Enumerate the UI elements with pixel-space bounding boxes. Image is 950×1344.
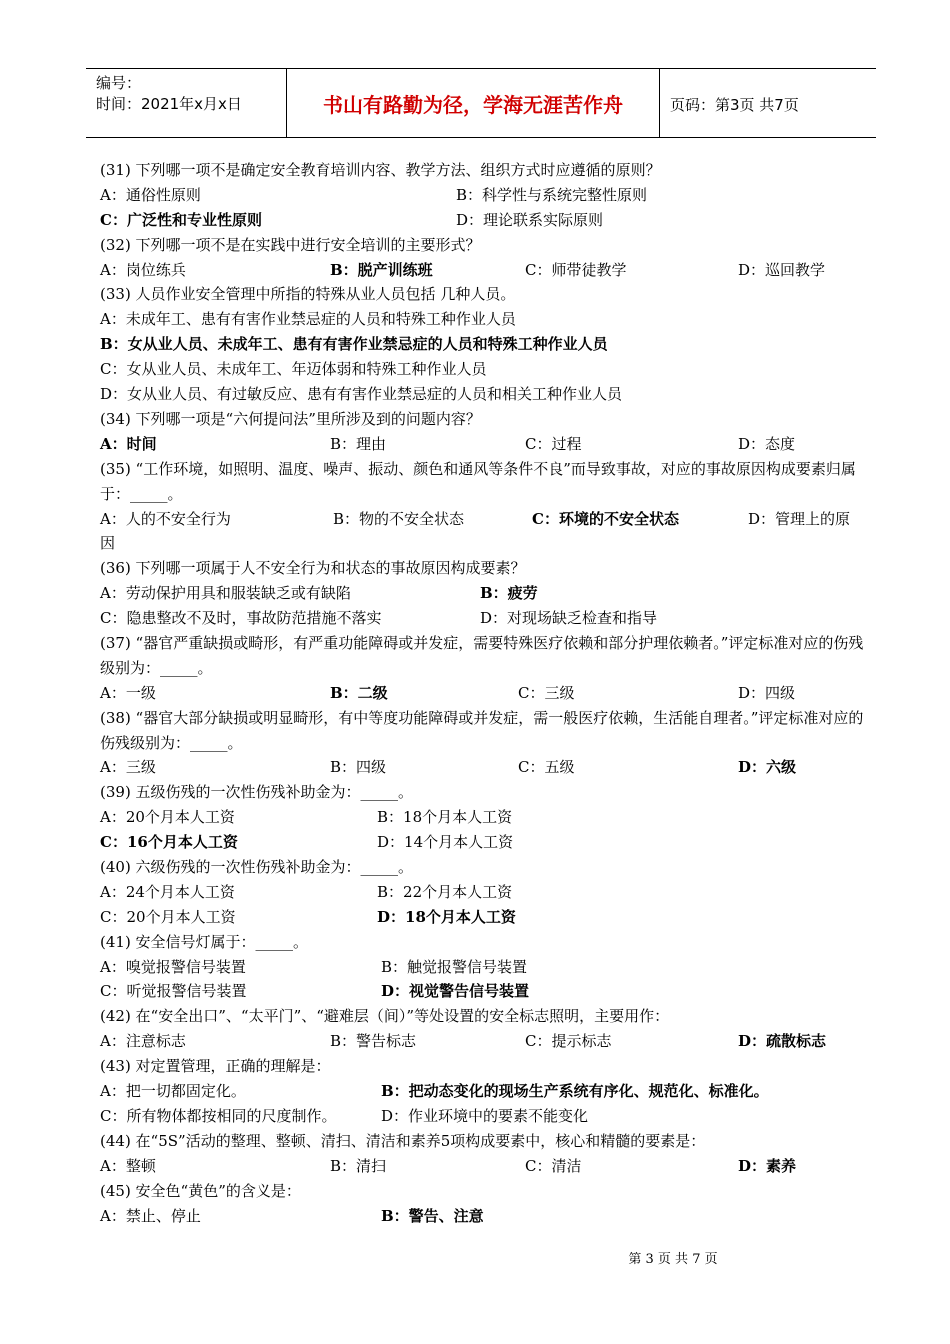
answer-option: A：整顿 (100, 1156, 156, 1175)
answer-option: D：作业环境中的要素不能变化 (381, 1106, 589, 1125)
answer-option-correct: B：女从业人员、未成年工、患有有害作业禁忌症的人员和特殊工种作业人员 (100, 335, 608, 354)
answer-option: C：清洁 (525, 1156, 582, 1175)
page-header (86, 68, 876, 138)
option-row (100, 681, 870, 706)
question-text: (34) 下列哪一项是“六何提问法”里所涉及到的问题内容？ (100, 409, 481, 428)
answer-option: C：女从业人员、未成年工、年迈体弱和特殊工种作业人员 (100, 360, 487, 379)
option-row (100, 955, 870, 980)
option-row (100, 755, 870, 780)
answer-option-correct: B：把动态变化的现场生产系统有序化、规范化、标准化。 (381, 1082, 769, 1101)
option-row (100, 1079, 870, 1104)
header-motto-cell (286, 69, 660, 137)
answer-option-correct: A：时间 (100, 434, 157, 453)
option-row (100, 507, 870, 532)
answer-option-correct: B：警告、注意 (381, 1206, 484, 1225)
motto-text: 书山有路勤为径，学海无涯苦作舟 (323, 93, 623, 117)
option-row (100, 805, 870, 830)
answer-option: 因 (100, 534, 116, 553)
answer-option: B：清扫 (330, 1156, 387, 1175)
answer-option: B：18个月本人工资 (377, 808, 513, 827)
answer-option: D：态度 (738, 434, 796, 453)
answer-option: C：20个月本人工资 (100, 907, 236, 926)
question-text: (42) 在“安全出口”、“太平门”、“避难层（间）”等处设置的安全标志照明，主要用作： (100, 1007, 670, 1026)
answer-option-correct: B：二级 (330, 683, 388, 702)
option-row (100, 581, 870, 606)
answer-option: B：触觉报警信号装置 (381, 957, 528, 976)
answer-option: A：注意标志 (100, 1032, 186, 1051)
question-text: (40) 六级伤残的一次性伤残补助金为：_____。 (100, 858, 414, 877)
question-text: (44) 在“5S”活动的整理、整顿、清扫、清洁和素养5项构成要素中，核心和精髓的要素是： (100, 1131, 706, 1150)
question-text: (45) 安全色“黄色”的含义是： (100, 1181, 301, 1200)
answer-option-correct: C：环境的不安全状态 (532, 509, 679, 528)
answer-option-correct: D：视觉警告信号装置 (381, 982, 530, 1001)
page-footer (0, 1248, 950, 1267)
option-row (100, 1029, 870, 1054)
option-row (100, 830, 870, 855)
option-row (100, 382, 870, 407)
option-row (100, 357, 870, 382)
answer-option: A：把一切都固定化。 (100, 1082, 246, 1101)
option-row (100, 1204, 870, 1229)
header-meta (86, 69, 286, 137)
answer-option-correct: D：素养 (738, 1156, 797, 1175)
option-row (100, 332, 870, 357)
option-row (100, 1154, 870, 1179)
answer-option: A：劳动保护用具和服装缺乏或有缺陷 (100, 584, 351, 603)
answer-option: C：师带徒教学 (525, 260, 627, 279)
answer-option-correct: D：疏散标志 (738, 1032, 827, 1051)
answer-option: B：理由 (330, 434, 387, 453)
number-label: 编号： (96, 74, 142, 92)
question-list (100, 158, 870, 1228)
answer-option-correct: C：16个月本人工资 (100, 833, 238, 852)
question-text: (37) “器官严重缺损或畸形，有严重功能障碍或并发症，需要特殊医疗依赖和部分护理依赖者。”评定标准对应的伤残级别为：_____。 (100, 633, 864, 677)
answer-option: A：未成年工、患有有害作业禁忌症的人员和特殊工种作业人员 (100, 310, 516, 329)
answer-option: A：三级 (100, 758, 156, 777)
answer-option: A：人的不安全行为 (100, 509, 231, 528)
answer-option: C：提示标志 (525, 1032, 612, 1051)
option-row (100, 531, 870, 556)
answer-option: A：嗅觉报警信号装置 (100, 957, 246, 976)
answer-option-correct: D：18个月本人工资 (377, 907, 516, 926)
answer-option: A：岗位练兵 (100, 260, 186, 279)
header-page-cell (660, 69, 876, 137)
option-row (100, 183, 870, 208)
footer-page-number: 第 3 页 共 7 页 (628, 1252, 718, 1267)
answer-option: C：所有物体都按相同的尺度制作。 (100, 1106, 337, 1125)
page-info: 页码：第3页 共7页 (670, 96, 799, 114)
answer-option: B：警告标志 (330, 1032, 417, 1051)
answer-option: A：24个月本人工资 (100, 882, 235, 901)
question-text: (32) 下列哪一项不是在实践中进行安全培训的主要形式？ (100, 235, 481, 254)
question-text: (36) 下列哪一项属于人不安全行为和状态的事故原因构成要素？ (100, 559, 526, 578)
answer-option: A：通俗性原则 (100, 185, 201, 204)
answer-option: D：14个月本人工资 (377, 833, 514, 852)
answer-option-correct: B：疲劳 (480, 584, 538, 603)
answer-option: D：四级 (738, 683, 796, 702)
answer-option: A：20个月本人工资 (100, 808, 235, 827)
answer-option: D：管理上的原 (748, 509, 851, 528)
answer-option: B：物的不安全状态 (333, 509, 465, 528)
question-text: (33) 人员作业安全管理中所指的特殊从业人员包括 几种人员。 (100, 285, 516, 304)
answer-option: B：科学性与系统完整性原则 (456, 185, 648, 204)
answer-option-correct: B：脱产训练班 (330, 260, 433, 279)
answer-option: C：三级 (518, 683, 575, 702)
option-row (100, 258, 870, 283)
option-row (100, 606, 870, 631)
question-text: (41) 安全信号灯属于：_____。 (100, 932, 309, 951)
option-row (100, 905, 870, 930)
answer-option: C：听觉报警信号装置 (100, 982, 247, 1001)
answer-option: B：四级 (330, 758, 387, 777)
option-row (100, 208, 870, 233)
answer-option: D：理论联系实际原则 (456, 210, 604, 229)
option-row (100, 880, 870, 905)
question-text: (38) “器官大部分缺损或明显畸形，有中等度功能障碍或并发症，需一般医疗依赖，生活能自理者。”评定标准对应的伤残级别为：_____。 (100, 708, 864, 752)
answer-option: C：五级 (518, 758, 575, 777)
answer-option-correct: D：六级 (738, 758, 797, 777)
option-row (100, 1104, 870, 1129)
answer-option: A：禁止、停止 (100, 1206, 201, 1225)
option-row (100, 307, 870, 332)
option-row (100, 979, 870, 1004)
answer-option: B：22个月本人工资 (377, 882, 513, 901)
answer-option: C：隐患整改不及时，事故防范措施不落实 (100, 609, 382, 628)
answer-option: C：过程 (525, 434, 582, 453)
time-label: 时间：2021年x月x日 (96, 95, 242, 113)
answer-option: D：女从业人员、有过敏反应、患有有害作业禁忌症的人员和相关工种作业人员 (100, 385, 623, 404)
answer-option: D：巡回教学 (738, 260, 826, 279)
question-text: (43) 对定置管理，正确的理解是： (100, 1057, 331, 1076)
answer-option: A：一级 (100, 683, 156, 702)
answer-option-correct: C：广泛性和专业性原则 (100, 210, 262, 229)
question-text: (31) 下列哪一项不是确定安全教育培训内容、教学方法、组织方式时应遵循的原则？ (100, 161, 661, 179)
question-text: (35) “工作环境，如照明、温度、噪声、振动、颜色和通风等条件不良”而导致事故，对应的事故原因构成要素归属于：_____。 (100, 459, 856, 503)
option-row (100, 432, 870, 457)
answer-option: D：对现场缺乏检查和指导 (480, 609, 658, 628)
question-text: (39) 五级伤残的一次性伤残补助金为：_____。 (100, 783, 414, 802)
